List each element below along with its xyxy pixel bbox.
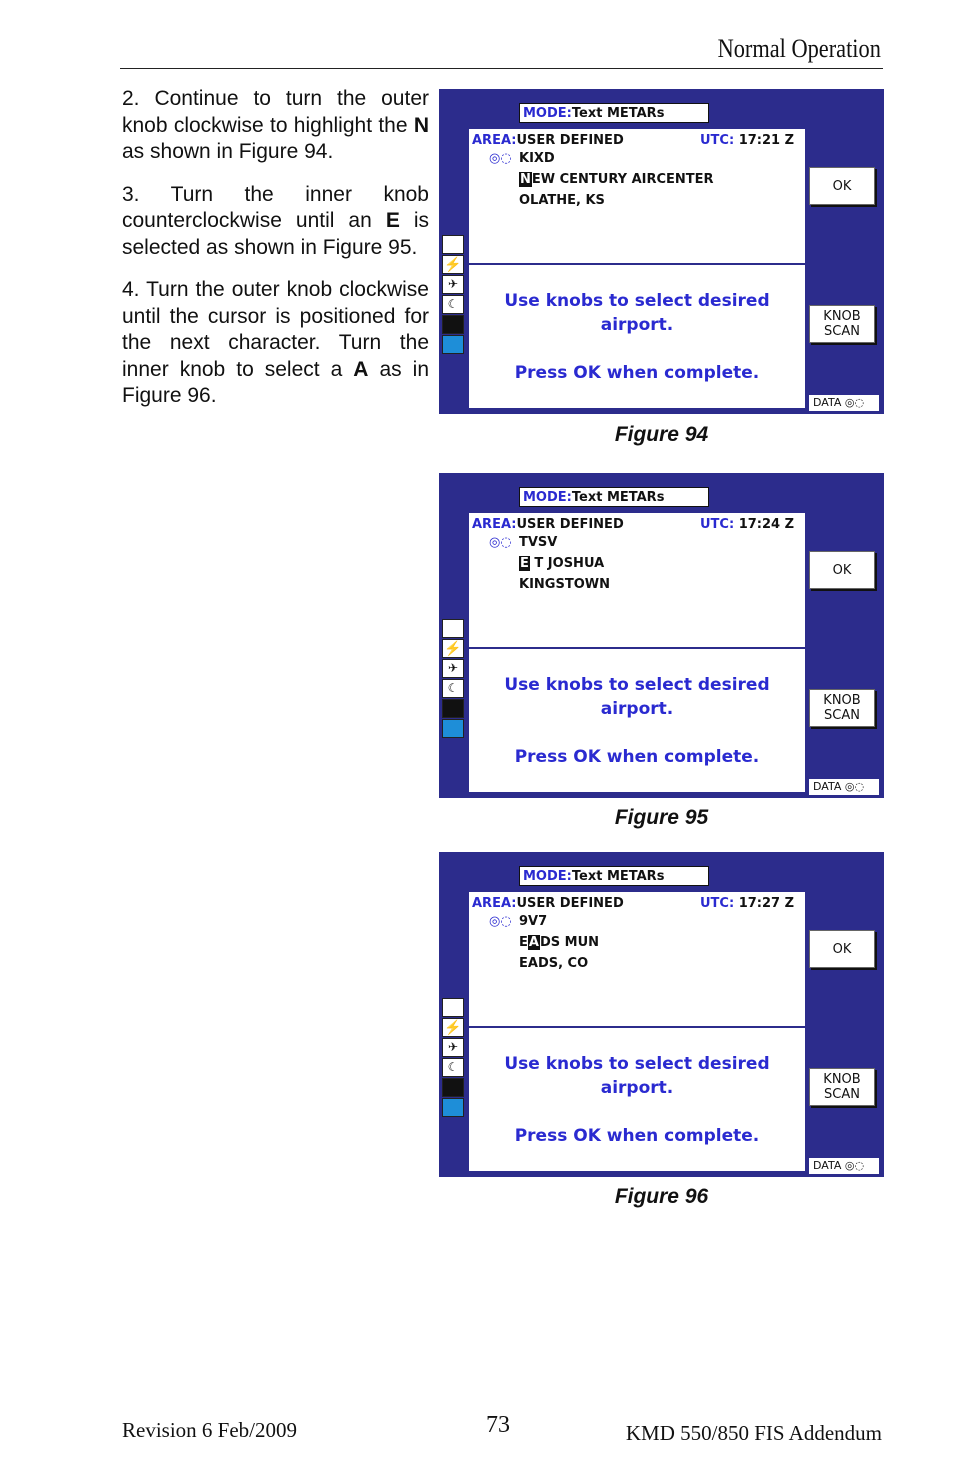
layer-icon-column	[442, 619, 465, 739]
knob-scan-button[interactable]	[809, 689, 875, 727]
data-text: DATA	[813, 396, 842, 409]
knob-scan-button[interactable]	[809, 305, 875, 343]
area-label: AREA:	[472, 517, 517, 532]
airport-info-panel	[469, 513, 805, 647]
screen-figure-95	[439, 473, 884, 798]
lightning-icon[interactable]: ⚡	[442, 639, 464, 658]
airport-ident: KIXD	[519, 151, 555, 166]
instructions	[122, 86, 429, 426]
data-knob-label	[809, 779, 879, 795]
weather-icon[interactable]	[442, 719, 464, 738]
instruction-line: Use knobs to select desired	[504, 291, 770, 311]
moon-icon[interactable]: ☾	[442, 1058, 464, 1077]
weather-icon[interactable]	[442, 1098, 464, 1117]
knob-scan-button[interactable]	[809, 1068, 875, 1106]
text-cursor[interactable]: A	[528, 935, 539, 950]
knob-icon: ◎◌	[489, 914, 512, 929]
knob-icon: ◎◌	[489, 535, 512, 550]
airport-info-panel	[469, 892, 805, 1026]
footer-doc-title: KMD 550/850 FIS Addendum	[625, 1421, 882, 1445]
area-label: AREA:	[472, 896, 517, 911]
data-text: DATA	[813, 1159, 842, 1172]
metar-flag-icon[interactable]	[442, 619, 464, 638]
step-3	[122, 182, 429, 262]
utc-value: 17:27 Z	[738, 896, 795, 911]
step-text: 4. Turn the outer knob clockwise until the cursor is positioned for the next character. Turn the inner knob to select a	[122, 278, 429, 381]
page-title: Normal Operation	[717, 34, 881, 63]
screen-figure-96	[439, 852, 884, 1177]
metar-flag-icon[interactable]	[442, 998, 464, 1017]
screen-figure-94	[439, 89, 884, 414]
instruction-panel	[469, 1028, 805, 1171]
step-4	[122, 277, 429, 410]
terrain-icon[interactable]	[442, 1078, 464, 1097]
instruction-line: airport.	[600, 699, 674, 719]
lightning-icon[interactable]: ⚡	[442, 255, 464, 274]
knob-icon: ◎◌	[844, 396, 865, 409]
airport-city: OLATHE, KS	[519, 193, 605, 208]
step-key: A	[353, 357, 369, 381]
knob-icon: ◎◌	[844, 1159, 865, 1172]
weather-icon[interactable]	[442, 335, 464, 354]
step-text: is selected as shown in Figure 95.	[122, 209, 429, 259]
page-header	[120, 32, 883, 69]
data-knob-label	[809, 1158, 879, 1174]
area-label: AREA:	[472, 133, 517, 148]
step-text: as in Figure 96.	[122, 357, 429, 407]
lightning-icon[interactable]: ⚡	[442, 1018, 464, 1037]
airport-info-panel	[469, 129, 805, 263]
airport-name[interactable]	[519, 172, 714, 187]
step-text: as shown in Figure 94.	[122, 140, 334, 163]
utc-label: UTC:	[700, 517, 735, 532]
footer-revision: Revision 6 Feb/2009	[122, 1418, 298, 1442]
instruction-line: airport.	[600, 315, 674, 335]
instruction-line: Press OK when complete.	[514, 747, 760, 767]
figure-caption: Figure 95	[614, 806, 709, 829]
name-text: DS MUN	[539, 935, 600, 950]
mode-value: Text METARs	[571, 106, 665, 121]
data-text: DATA	[813, 780, 842, 793]
step-key: E	[385, 209, 400, 232]
airport-icon[interactable]: ✈	[442, 275, 464, 294]
mode-label: MODE:	[523, 869, 572, 884]
name-text: T JOSHUA	[529, 556, 605, 571]
airport-name[interactable]	[519, 556, 604, 571]
airport-city: KINGSTOWN	[519, 577, 610, 592]
airport-ident: TVSV	[519, 535, 558, 550]
moon-icon[interactable]: ☾	[442, 679, 464, 698]
utc-label: UTC:	[700, 133, 735, 148]
step-text: 3. Turn the inner knob counterclockwise until an	[122, 182, 429, 232]
ok-button[interactable]: OK	[809, 930, 875, 968]
mode-display	[519, 866, 709, 886]
area-value: USER DEFINED	[516, 517, 624, 532]
metar-flag-icon[interactable]	[442, 235, 464, 254]
step-text: 2. Continue to turn the outer knob clockwise to highlight the	[122, 87, 429, 137]
area-value: USER DEFINED	[516, 896, 624, 911]
utc-value: 17:24 Z	[738, 517, 795, 532]
figure-caption: Figure 96	[614, 1185, 709, 1208]
page-number: 73	[486, 1412, 510, 1438]
instruction-line: Use knobs to select desired	[504, 1054, 770, 1074]
figure-caption: Figure 94	[614, 423, 709, 446]
data-knob-label	[809, 395, 879, 411]
airport-ident: 9V7	[519, 914, 548, 929]
mode-display	[519, 487, 709, 507]
airport-icon[interactable]: ✈	[442, 1038, 464, 1057]
text-cursor[interactable]: N	[520, 172, 531, 187]
layer-icon-column	[442, 235, 465, 355]
terrain-icon[interactable]	[442, 315, 464, 334]
utc-value: 17:21 Z	[738, 133, 795, 148]
area-value: USER DEFINED	[516, 133, 624, 148]
instruction-line: Press OK when complete.	[514, 363, 760, 383]
ok-button[interactable]: OK	[809, 167, 875, 205]
btn-line: KNOB	[823, 309, 861, 324]
knob-icon: ◎◌	[844, 780, 865, 793]
btn-line: SCAN	[824, 324, 860, 339]
moon-icon[interactable]: ☾	[442, 295, 464, 314]
btn-line: KNOB	[823, 1072, 861, 1087]
step-key: N	[413, 113, 429, 137]
mode-value: Text METARs	[571, 490, 665, 505]
instruction-line: airport.	[600, 1078, 674, 1098]
mode-display	[519, 103, 709, 123]
airport-icon[interactable]: ✈	[442, 659, 464, 678]
airport-name[interactable]	[519, 935, 599, 950]
airport-city: EADS, CO	[519, 956, 589, 971]
instruction-line: Press OK when complete.	[514, 1126, 760, 1146]
ok-button[interactable]: OK	[809, 551, 875, 589]
text-cursor[interactable]: E	[520, 556, 529, 571]
btn-line: KNOB	[823, 693, 861, 708]
terrain-icon[interactable]	[442, 699, 464, 718]
name-text: EW CENTURY AIRCENTER	[531, 172, 714, 187]
instruction-panel	[469, 265, 805, 408]
utc-label: UTC:	[700, 896, 735, 911]
layer-icon-column	[442, 998, 465, 1118]
mode-label: MODE:	[523, 490, 572, 505]
name-text: E	[519, 935, 528, 950]
mode-label: MODE:	[523, 106, 572, 121]
mode-value: Text METARs	[571, 869, 665, 884]
instruction-panel	[469, 649, 805, 792]
btn-line: SCAN	[824, 1087, 860, 1102]
instruction-line: Use knobs to select desired	[504, 675, 770, 695]
knob-icon: ◎◌	[489, 151, 512, 166]
step-2	[122, 86, 429, 166]
btn-line: SCAN	[824, 708, 860, 723]
